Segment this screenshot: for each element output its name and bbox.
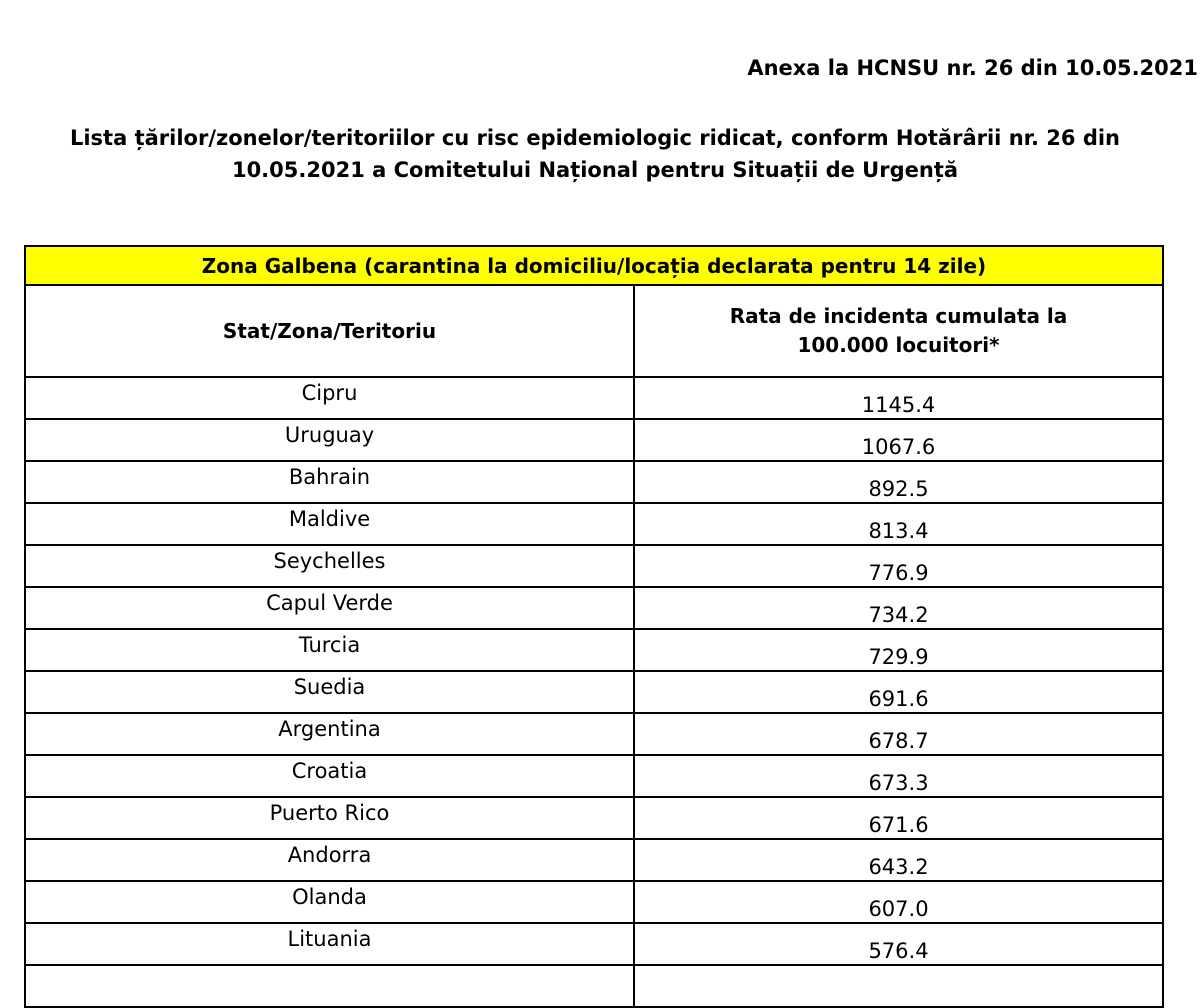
table-row: [25, 839, 1163, 881]
country-cell: Suedia: [25, 671, 634, 713]
country-cell: Turcia: [25, 629, 634, 671]
table-row: [25, 755, 1163, 797]
country-cell: Olanda: [25, 881, 634, 923]
country-cell: Uruguay: [25, 419, 634, 461]
rate-cell: 691.6: [634, 671, 1163, 713]
rate-cell: 673.3: [634, 755, 1163, 797]
rate-cell: 1145.4: [634, 377, 1163, 419]
table-row: [25, 377, 1163, 419]
rate-column-header: [634, 285, 1163, 377]
risk-countries-table: [24, 245, 1164, 1008]
rate-cell: 776.9: [634, 545, 1163, 587]
country-cell: Croatia: [25, 755, 634, 797]
country-cell: Cipru: [25, 377, 634, 419]
rate-header-line-1: Rata de incidenta cumulata la: [729, 304, 1068, 328]
country-cell: [25, 965, 634, 1007]
country-column-header: Stat/Zona/Teritoriu: [25, 285, 634, 377]
rate-cell: 643.2: [634, 839, 1163, 881]
rate-header-line-2: 100.000 locuitori*: [797, 333, 1000, 357]
table-row: [25, 881, 1163, 923]
rate-cell: 678.7: [634, 713, 1163, 755]
title-line-2: 10.05.2021 a Comitetului Național pentru Situații de Urgență: [231, 158, 959, 182]
country-cell: Bahrain: [25, 461, 634, 503]
rate-cell: 1067.6: [634, 419, 1163, 461]
zone-label: Zona Galbena (carantina la domiciliu/locația declarata pentru 14 zile): [25, 246, 1163, 285]
country-cell: Puerto Rico: [25, 797, 634, 839]
table-row: [25, 713, 1163, 755]
country-cell: Argentina: [25, 713, 634, 755]
table-row: [25, 503, 1163, 545]
country-cell: Seychelles: [25, 545, 634, 587]
zone-header-row: [25, 246, 1163, 285]
table-row: [25, 797, 1163, 839]
title-line-1: Lista țărilor/zonelor/teritoriilor cu risc epidemiologic ridicat, conform Hotărârii nr. 26 din: [69, 126, 1121, 150]
rate-cell: 607.0: [634, 881, 1163, 923]
country-cell: Capul Verde: [25, 587, 634, 629]
rate-cell: 734.2: [634, 587, 1163, 629]
rate-cell: 892.5: [634, 461, 1163, 503]
rate-cell: [634, 965, 1163, 1007]
table-row: [25, 419, 1163, 461]
document-title: [0, 122, 1190, 186]
table-row: [25, 923, 1163, 965]
rate-cell: 729.9: [634, 629, 1163, 671]
rate-cell: 813.4: [634, 503, 1163, 545]
country-cell: Maldive: [25, 503, 634, 545]
table-row: [25, 587, 1163, 629]
column-header-row: [25, 285, 1163, 377]
annex-reference: Anexa la HCNSU nr. 26 din 10.05.2021: [747, 56, 1198, 80]
table-row: [25, 629, 1163, 671]
table-row: [25, 461, 1163, 503]
rate-cell: 671.6: [634, 797, 1163, 839]
country-cell: Lituania: [25, 923, 634, 965]
table-row: [25, 545, 1163, 587]
country-cell: Andorra: [25, 839, 634, 881]
table-row: [25, 671, 1163, 713]
table-row: [25, 965, 1163, 1007]
rate-cell: 576.4: [634, 923, 1163, 965]
